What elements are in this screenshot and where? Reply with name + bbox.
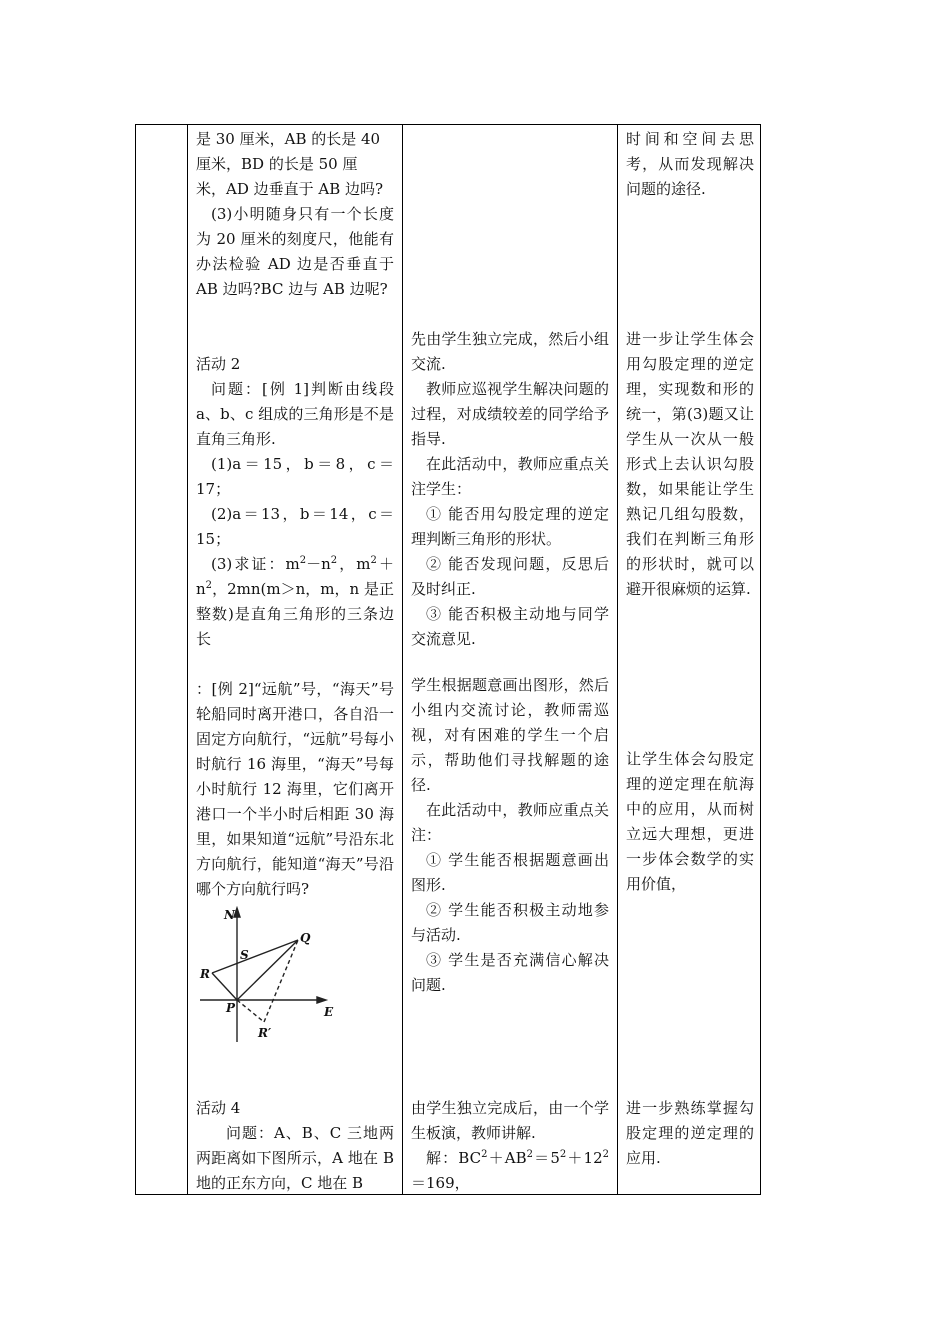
a2-intro: 先由学生独立完成，然后小组交流. [411,330,609,373]
a2-focus-1: ① 能否用勾股定理的逆定理判断三角形的形状。 [411,505,609,548]
activity-4-question: 问题：A、B、C 三地两两距离如下图所示，A 地在 B 地的正东方向，C 地在 B [196,1124,394,1192]
a2-focus-2: ② 能否发现问题，反思后及时纠正. [411,555,609,598]
activity-column-a4 [411,1096,609,1196]
a2-patrol: 教师应巡视学生解决问题的过程，对成绩较差的同学给予指导. [411,380,609,448]
activity-4-title: 活动 4 [196,1099,241,1117]
a2-focus: 在此活动中，教师应重点关注学生： [411,455,609,498]
example-1-item-2: (2)a＝13，b＝14，c＝15； [196,505,394,548]
column-divider [187,125,188,1194]
intro-line: 是 30 厘米，AB 的长是 40 [196,130,381,148]
ex2-focus-3: ③ 学生是否充满信心解决问题. [411,951,609,994]
example-1-item-3: (3)求证：$m^2-n^2$，$m^2+n^2$，2mn(m＞n，m，n 是正整数)是直角三角形的三条边长 [196,555,394,648]
a4-solution: 解：$BC^2+AB^2=5^2+12^2=169$， [411,1149,610,1192]
intent-a4 [626,1096,754,1171]
intro-line: 厘米，BD 的长是 50 厘 [196,155,358,173]
example-1-item-1: (1)a＝15，b＝8，c＝17； [196,455,394,498]
label-Q: Q [300,931,311,945]
intent-text: 让学生体会勾股定理的逆定理在航海中的应用，从而树立远大理想，更进一步体会数学的实用价值， [626,750,754,893]
intent-text: 进一步熟练掌握勾股定理的逆定理的应用. [626,1099,754,1167]
intent-text: 时间和空间去思考，从而发现解决问题的途径. [626,130,754,198]
label-E: E [324,1005,334,1019]
column-divider [402,125,403,1194]
activity-column-a2 [411,327,609,652]
intent-a2 [626,327,754,602]
navigation-diagram [196,906,336,1046]
question-3: (3)小明随身只有一个长度为 20 厘米的刻度尺，他能有办法检验 AD 边是否垂直于 AB 边吗?BC 边与 AB 边呢? [196,205,394,298]
column-divider [617,125,618,1194]
activity-2-title: 活动 2 [196,355,241,373]
label-S: S [240,948,249,962]
label-N: N [224,908,235,922]
example-2-text: ：[例 2]“远航”号，“海天”号轮船同时离开港口，各自沿一固定方向航行，“远航”号每小时航行 16 海里，“海天”号每小时航行 12 海里，它们离开港口一个半小时后相距 30 海里，如果知道“远航”号沿东北方向航行，能知道“海天”号沿哪个方向航行吗? [196,680,394,898]
ex2-intro: 学生根据题意画出图形，然后小组内交流讨论，教师需巡视，对有困难的学生一个启示，帮助他们寻找解题的途径. [411,676,609,794]
activity-column-ex2 [411,673,609,998]
ex2-focus-2: ② 学生能否积极主动地参与活动. [411,901,609,944]
label-R-prime: R′ [258,1026,272,1040]
a2-focus-3: ③ 能否积极主动地与同学交流意见. [411,605,609,648]
content-column [196,127,394,1196]
intro-line: 米，AD 边垂直于 AB 边吗? [196,180,384,198]
intent-text: 进一步让学生体会用勾股定理的逆定理，实现数和形的统一，第(3)题又让学生从一次从一般形式上去认识勾股数，如果能让学生熟记几组勾股数，我们在判断三角形的形状时，就可以避开很麻烦的运算. [626,330,754,598]
intent-ex2 [626,747,754,897]
ex2-focus: 在此活动中，教师应重点关注： [411,801,609,844]
label-R: R [200,967,210,981]
ex2-focus-1: ① 学生能否根据题意画出图形. [411,851,609,894]
lesson-table [135,124,761,1195]
activity-2-question: 问题：[例 1]判断由线段 a、b、c 组成的三角形是不是直角三角形. [196,380,394,448]
label-P: P [226,1001,236,1015]
a4-intro: 由学生独立完成后，由一个学生板演，教师讲解. [411,1099,609,1142]
intent-top [626,127,754,202]
